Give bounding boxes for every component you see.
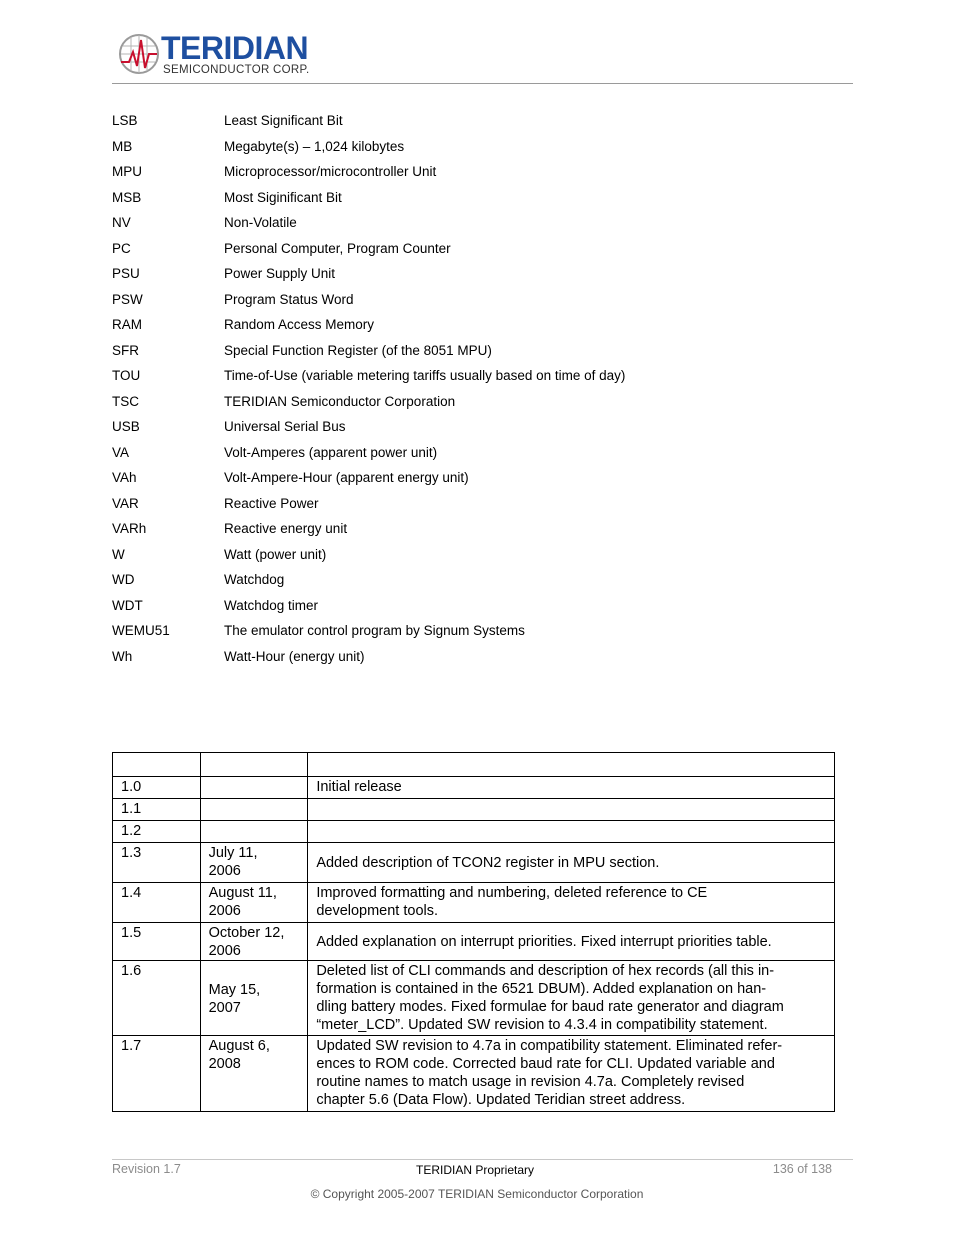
footer-proprietary: TERIDIAN Proprietary [416, 1163, 535, 1177]
glossary-definition: Program Status Word [224, 291, 354, 307]
table-header-row [113, 753, 835, 777]
table-row [113, 821, 835, 843]
revision-description-line: Added description of TCON2 register in MPU section. [316, 855, 660, 871]
revision-description-cell [308, 923, 835, 961]
glossary-term: TOU [112, 368, 141, 383]
revision-number-cell [113, 777, 201, 799]
revision-date-line: 2007 [208, 999, 241, 1016]
glossary-term: MSB [112, 189, 142, 205]
revision-description-cell [308, 1036, 835, 1112]
footer-page-number: 136 of 138 [772, 1162, 832, 1176]
revision-number: 1.5 [121, 925, 142, 941]
table-row [113, 843, 835, 883]
revision-number-cell [113, 923, 201, 961]
glossary-term: VARh [112, 521, 147, 536]
glossary-definition: Volt-Amperes (apparent power unit) [224, 444, 438, 460]
glossary-term: PC [112, 240, 131, 256]
revision-date-line: 2006 [208, 943, 241, 959]
revision-number-cell [113, 961, 201, 1036]
glossary-term: MPU [112, 164, 142, 179]
glossary-term: WD [112, 572, 135, 587]
glossary-term: NV [112, 215, 131, 230]
revision-description-line: routine names to match usage in revision 4.7a. Completely revised [316, 1074, 745, 1090]
revision-date-cell [200, 961, 308, 1036]
header-cell [308, 753, 835, 777]
revision-date-line: August 6, [208, 1038, 270, 1054]
revision-date-cell [200, 923, 308, 961]
revision-description-cell [308, 777, 835, 799]
glossary-definition: Personal Computer, Program Counter [224, 240, 451, 256]
table-row [113, 777, 835, 799]
revision-description-cell [308, 843, 835, 883]
revision-number: 1.3 [121, 845, 142, 861]
glossary-definition: Reactive Power [224, 495, 319, 511]
table-row [113, 923, 835, 961]
revision-description-line: ences to ROM code. Corrected baud rate for CLI. Updated variable and [316, 1056, 775, 1072]
revision-date-line: May 15, [208, 981, 261, 998]
revision-description-line: Initial release [316, 779, 402, 795]
revision-description-cell [308, 961, 835, 1036]
revision-date-cell [200, 821, 308, 843]
header-cell [113, 753, 201, 777]
glossary-term: Wh [112, 648, 133, 664]
table-row [113, 883, 835, 923]
glossary-definition: Power Supply Unit [224, 266, 336, 281]
glossary-definition: Megabyte(s) – 1,024 kilobytes [224, 138, 405, 154]
revision-number: 1.4 [121, 885, 142, 901]
glossary-term: USB [112, 419, 140, 434]
glossary-definition: Time-of-Use (variable metering tariffs usually based on time of day) [224, 368, 626, 383]
glossary-definition: Most Siginificant Bit [224, 189, 342, 205]
revision-date-line: August 11, [208, 885, 277, 901]
revision-description-line: Deleted list of CLI commands and description of hex records (all this in- [316, 963, 775, 979]
glossary-term: PSU [112, 266, 140, 281]
glossary-definition: TERIDIAN Semiconductor Corporation [224, 393, 456, 409]
glossary-definition: Reactive energy unit [224, 521, 348, 536]
glossary-term: MB [112, 138, 133, 154]
revision-description-line: formation is contained in the 6521 DBUM). Added explanation on han- [316, 981, 767, 997]
revision-date-cell [200, 777, 308, 799]
revision-date-line: 2008 [208, 1056, 241, 1072]
revision-description-cell [308, 883, 835, 923]
revision-description-cell [308, 821, 835, 843]
revision-description-line: Added explanation on interrupt priorities. Fixed interrupt priorities table. [316, 934, 772, 950]
revision-description-line: chapter 5.6 (Data Flow). Updated Teridian street address. [316, 1092, 686, 1108]
teridian-logo-icon [117, 32, 161, 76]
glossary-term: WEMU51 [112, 623, 170, 638]
revision-description-line: Updated SW revision to 4.7a in compatibility statement. Eliminated refer- [316, 1038, 783, 1054]
revision-date-line: July 11, [208, 845, 258, 861]
glossary-definition: Watt (power unit) [224, 546, 327, 562]
glossary-definition: Watchdog [224, 572, 285, 587]
table-row [113, 1036, 835, 1112]
revision-description-line: “meter_LCD”. Updated SW revision to 4.3.4 in compatibility statement. [316, 1017, 768, 1033]
revision-date-line: 2006 [208, 903, 241, 919]
glossary-definition: Non-Volatile [224, 215, 297, 230]
table-row [113, 799, 835, 821]
revision-number-cell [113, 799, 201, 821]
glossary-definition: Volt-Ampere-Hour (apparent energy unit) [224, 470, 469, 485]
revision-description-line: Improved formatting and numbering, deleted reference to CE [316, 885, 708, 901]
glossary-term: SFR [112, 342, 139, 358]
glossary-term: LSB [112, 113, 138, 128]
glossary-term: TSC [112, 393, 139, 409]
footer-copyright: © Copyright 2005-2007 TERIDIAN Semiconductor Corporation [310, 1187, 644, 1201]
glossary-term: VAh [112, 470, 137, 485]
glossary-definition: Random Access Memory [224, 317, 375, 332]
revision-number: 1.1 [121, 801, 142, 817]
revision-date-cell [200, 1036, 308, 1112]
footer-divider [112, 1159, 853, 1160]
glossary-definition: Universal Serial Bus [224, 419, 346, 434]
table-row [113, 961, 835, 1036]
revision-number: 1.6 [121, 963, 142, 979]
revision-number-cell [113, 843, 201, 883]
revision-description-cell [308, 799, 835, 821]
revision-number: 1.0 [121, 779, 142, 795]
revision-description-line: dling battery modes. Fixed formulae for baud rate generator and diagram [316, 999, 784, 1015]
glossary-definition: Watchdog timer [224, 597, 319, 613]
glossary-term: WDT [112, 597, 143, 613]
glossary-definition: Least Significant Bit [224, 113, 343, 128]
glossary-term: VAR [112, 495, 139, 511]
revision-number: 1.7 [121, 1038, 142, 1054]
header-cell [200, 753, 308, 777]
revision-date-line: October 12, [208, 925, 285, 941]
revision-number-cell [113, 883, 201, 923]
logo-wordmark: TERIDIAN [161, 30, 309, 66]
revision-number-cell [113, 821, 201, 843]
revision-description-line: development tools. [316, 903, 439, 919]
glossary-definition: Watt-Hour (energy unit) [224, 648, 365, 664]
header-divider [112, 83, 853, 84]
glossary-definition: The emulator control program by Signum Systems [224, 623, 525, 638]
revision-number-cell [113, 1036, 201, 1112]
revision-date-cell [200, 799, 308, 821]
glossary-term: VA [112, 444, 130, 460]
revision-date-line: 2006 [208, 863, 241, 879]
revision-number: 1.2 [121, 823, 142, 839]
revision-date-cell [200, 883, 308, 923]
footer-revision: Revision 1.7 [112, 1162, 181, 1176]
logo-subtitle: SEMICONDUCTOR CORP. [163, 64, 310, 76]
glossary-term: W [112, 546, 125, 562]
glossary-definition: Special Function Register (of the 8051 MPU) [224, 342, 492, 358]
glossary-term: RAM [112, 317, 142, 332]
revision-history-table [112, 752, 835, 1112]
company-logo [117, 32, 322, 78]
glossary-definition: Microprocessor/microcontroller Unit [224, 164, 437, 179]
glossary-term: PSW [112, 291, 143, 307]
revision-date-cell [200, 843, 308, 883]
